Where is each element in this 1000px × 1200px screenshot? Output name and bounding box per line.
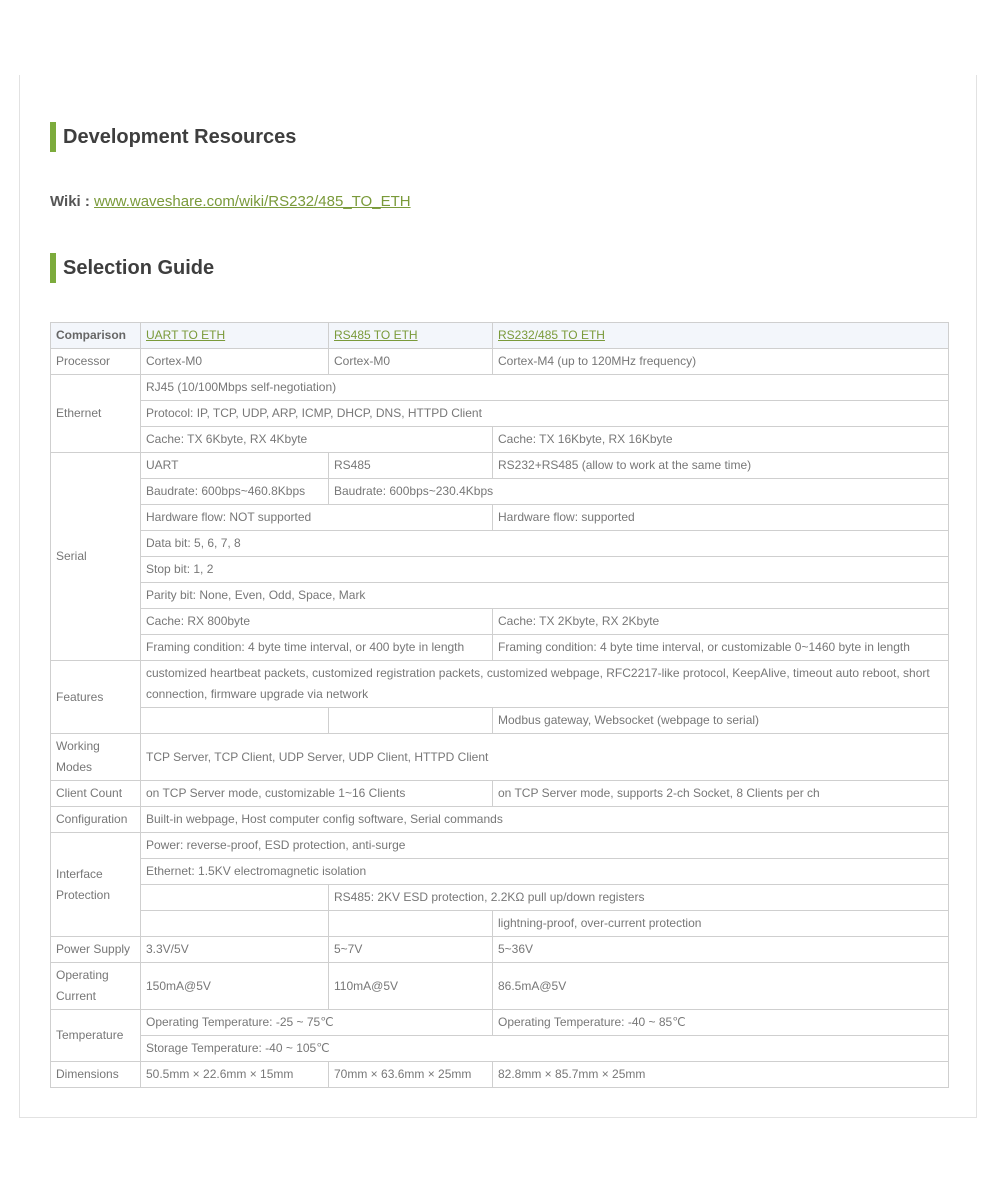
table-cell: Modbus gateway, Websocket (webpage to serial) xyxy=(493,708,949,734)
table-row xyxy=(51,911,949,937)
header-product-uart xyxy=(141,323,329,349)
table-cell: 110mA@5V xyxy=(329,963,493,1010)
table-cell: Cortex-M0 xyxy=(141,349,329,375)
table-cell: 70mm × 63.6mm × 25mm xyxy=(329,1062,493,1088)
table-row xyxy=(51,661,949,708)
wiki-link[interactable]: www.waveshare.com/wiki/RS232/485_TO_ETH xyxy=(94,193,411,210)
table-cell: Hardware flow: supported xyxy=(493,505,949,531)
dev-resources-title: Development Resources xyxy=(63,125,297,148)
table-cell: Stop bit: 1, 2 xyxy=(141,557,949,583)
table-cell: Cortex-M4 (up to 120MHz frequency) xyxy=(493,349,949,375)
table-cell: Cortex-M0 xyxy=(329,349,493,375)
selection-guide-table xyxy=(50,322,949,1088)
table-cell: Hardware flow: NOT supported xyxy=(141,505,493,531)
table-cell: 5~7V xyxy=(329,937,493,963)
table-cell: Cache: TX 6Kbyte, RX 4Kbyte xyxy=(141,427,493,453)
row-label: Ethernet xyxy=(51,375,141,453)
table-cell: 82.8mm × 85.7mm × 25mm xyxy=(493,1062,949,1088)
table-cell: Operating Temperature: -40 ~ 85℃ xyxy=(493,1010,949,1036)
table-cell: Cache: RX 800byte xyxy=(141,609,493,635)
header-product-rs232-485 xyxy=(493,323,949,349)
table-row xyxy=(51,937,949,963)
table-cell: Data bit: 5, 6, 7, 8 xyxy=(141,531,949,557)
selection-guide-heading xyxy=(50,253,214,283)
row-label: Serial xyxy=(51,453,141,661)
table-cell: Power: reverse-proof, ESD protection, anti-surge xyxy=(141,833,949,859)
table-row xyxy=(51,859,949,885)
table-cell-empty xyxy=(329,708,493,734)
row-label: Operating Current xyxy=(51,963,141,1010)
row-label: Interface Protection xyxy=(51,833,141,937)
table-row xyxy=(51,505,949,531)
table-row xyxy=(51,375,949,401)
table-header-row xyxy=(51,323,949,349)
table-cell: Protocol: IP, TCP, UDP, ARP, ICMP, DHCP, DNS, HTTPD Client xyxy=(141,401,949,427)
table-row xyxy=(51,833,949,859)
table-cell-empty xyxy=(141,708,329,734)
row-label: Dimensions xyxy=(51,1062,141,1088)
table-row xyxy=(51,583,949,609)
table-row xyxy=(51,885,949,911)
table-cell: UART xyxy=(141,453,329,479)
table-cell: RS485: 2KV ESD protection, 2.2KΩ pull up/down registers xyxy=(329,885,949,911)
table-cell: Storage Temperature: -40 ~ 105℃ xyxy=(141,1036,949,1062)
row-label: Processor xyxy=(51,349,141,375)
table-cell: RJ45 (10/100Mbps self-negotiation) xyxy=(141,375,949,401)
table-cell: Framing condition: 4 byte time interval, or 400 byte in length xyxy=(141,635,493,661)
table-cell: RS232+RS485 (allow to work at the same time) xyxy=(493,453,949,479)
table-row xyxy=(51,479,949,505)
rs232-485-to-eth-link[interactable]: RS232/485 TO ETH xyxy=(498,328,605,342)
table-cell: Operating Temperature: -25 ~ 75℃ xyxy=(141,1010,493,1036)
heading-accent-bar xyxy=(50,122,56,152)
table-row xyxy=(51,401,949,427)
table-cell: lightning-proof, over-current protection xyxy=(493,911,949,937)
row-label: Client Count xyxy=(51,781,141,807)
table-row xyxy=(51,1062,949,1088)
header-product-rs485 xyxy=(329,323,493,349)
table-row xyxy=(51,531,949,557)
table-cell: TCP Server, TCP Client, UDP Server, UDP Client, HTTPD Client xyxy=(141,734,949,781)
table-cell: 50.5mm × 22.6mm × 15mm xyxy=(141,1062,329,1088)
table-row xyxy=(51,635,949,661)
selection-guide-title: Selection Guide xyxy=(63,256,215,279)
table-cell: Parity bit: None, Even, Odd, Space, Mark xyxy=(141,583,949,609)
table-cell-empty xyxy=(141,885,329,911)
table-cell: Cache: TX 2Kbyte, RX 2Kbyte xyxy=(493,609,949,635)
header-comparison: Comparison xyxy=(51,323,141,349)
row-label: Working Modes xyxy=(51,734,141,781)
table-cell: 150mA@5V xyxy=(141,963,329,1010)
wiki-label: Wiki : xyxy=(50,193,90,210)
table-row xyxy=(51,1010,949,1036)
table-cell: on TCP Server mode, supports 2-ch Socket, 8 Clients per ch xyxy=(493,781,949,807)
table-cell: Ethernet: 1.5KV electromagnetic isolation xyxy=(141,859,949,885)
table-row xyxy=(51,1036,949,1062)
table-row xyxy=(51,427,949,453)
table-row xyxy=(51,708,949,734)
table-row xyxy=(51,453,949,479)
row-label: Power Supply xyxy=(51,937,141,963)
wiki-line xyxy=(50,193,411,210)
table-cell: Baudrate: 600bps~230.4Kbps xyxy=(329,479,949,505)
table-cell: 86.5mA@5V xyxy=(493,963,949,1010)
table-row xyxy=(51,963,949,1010)
table-row xyxy=(51,557,949,583)
row-label: Configuration xyxy=(51,807,141,833)
table-cell: customized heartbeat packets, customized registration packets, customized webpage, RFC2217-like protocol, KeepAlive, timeout auto reboot, short connection, firmware upgrade via network xyxy=(141,661,949,708)
table-row xyxy=(51,781,949,807)
table-cell: Cache: TX 16Kbyte, RX 16Kbyte xyxy=(493,427,949,453)
table-cell: 3.3V/5V xyxy=(141,937,329,963)
row-label: Features xyxy=(51,661,141,734)
table-cell: 5~36V xyxy=(493,937,949,963)
table-cell: Built-in webpage, Host computer config software, Serial commands xyxy=(141,807,949,833)
table-row xyxy=(51,349,949,375)
content-panel xyxy=(19,75,977,1118)
heading-accent-bar xyxy=(50,253,56,283)
table-cell: Framing condition: 4 byte time interval, or customizable 0~1460 byte in length xyxy=(493,635,949,661)
table-cell: RS485 xyxy=(329,453,493,479)
row-label: Temperature xyxy=(51,1010,141,1062)
dev-resources-heading xyxy=(50,122,296,152)
table-row xyxy=(51,734,949,781)
table-row xyxy=(51,807,949,833)
table-cell: on TCP Server mode, customizable 1~16 Clients xyxy=(141,781,493,807)
table-cell-empty xyxy=(329,911,493,937)
table-cell-empty xyxy=(141,911,329,937)
table-cell: Baudrate: 600bps~460.8Kbps xyxy=(141,479,329,505)
rs485-to-eth-link[interactable]: RS485 TO ETH xyxy=(334,328,418,342)
uart-to-eth-link[interactable]: UART TO ETH xyxy=(146,328,226,342)
table-row xyxy=(51,609,949,635)
